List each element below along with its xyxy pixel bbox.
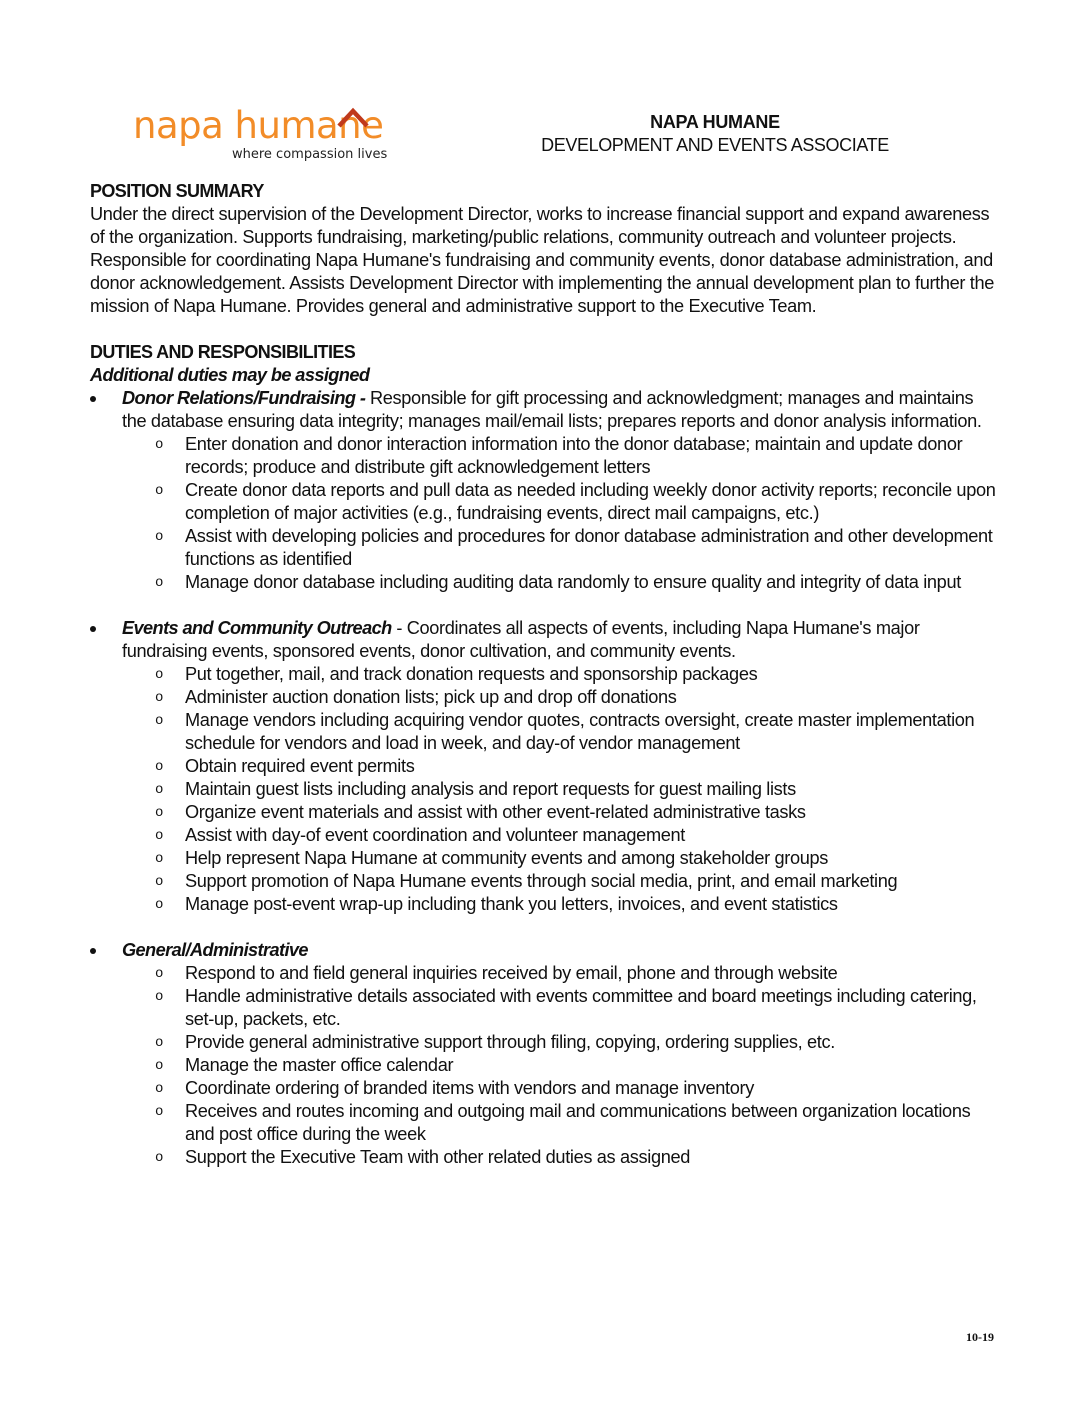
circle-bullet-icon: o (155, 690, 164, 706)
circle-bullet-icon: o (155, 483, 164, 499)
duty-category-list (90, 387, 1000, 1169)
duty-category-donor-relations (90, 387, 1000, 617)
duty-item: o Manage donor database including auditing data randomly to ensure quality and integrity of data input (185, 571, 1000, 594)
circle-bullet-icon: o (155, 897, 164, 913)
circle-bullet-icon: o (155, 874, 164, 890)
duties-subheading: Additional duties may be assigned (90, 365, 370, 385)
circle-bullet-icon: o (155, 989, 164, 1005)
category-label: Events and Community Outreach (122, 618, 392, 638)
circle-bullet-icon: o (155, 713, 164, 729)
circle-bullet-icon: o (155, 828, 164, 844)
circle-bullet-icon: o (155, 1035, 164, 1051)
duty-item: o Manage the master office calendar (185, 1054, 1000, 1077)
circle-bullet-icon: o (155, 667, 164, 683)
circle-bullet-icon: o (155, 1104, 164, 1120)
duty-item: o Support the Executive Team with other related duties as assigned (185, 1146, 1000, 1169)
duty-item-list (122, 663, 1000, 916)
circle-bullet-icon: o (155, 1081, 164, 1097)
duty-item: o Create donor data reports and pull data as needed including weekly donor activity reports; reconcile upon completion of major activities (e.g., fundraising events, direct mail campaigns, etc.) (155, 480, 996, 523)
circle-bullet-icon: o (155, 575, 164, 591)
category-label: Donor Relations/Fundraising - (122, 388, 366, 408)
revision-code: 10-19 (966, 1330, 994, 1344)
duty-item-list (122, 962, 1000, 1169)
circle-bullet-icon: o (155, 437, 164, 453)
duty-item-list (122, 433, 1000, 594)
duty-item: o Receives and routes incoming and outgoing mail and communications between organization locations and post office during the week (155, 1101, 971, 1144)
duty-item: o Handle administrative details associated with events committee and board meetings including catering, set-up, packets, etc. (155, 986, 977, 1029)
category-label: General/Administrative (122, 940, 308, 960)
organization-name: NAPA HUMANE (650, 112, 780, 132)
duty-item: o Support promotion of Napa Humane events through social media, print, and email marketing (185, 870, 1000, 893)
duty-item: o Administer auction donation lists; pick up and drop off donations (185, 686, 1000, 709)
circle-bullet-icon: o (155, 1150, 164, 1166)
circle-bullet-icon: o (155, 966, 164, 982)
duty-item: o Provide general administrative support through filing, copying, ordering supplies, etc. (185, 1031, 1000, 1054)
duty-item: o Maintain guest lists including analysis and report requests for guest mailing lists (185, 778, 1000, 801)
circle-bullet-icon: o (155, 805, 164, 821)
circle-bullet-icon: o (155, 851, 164, 867)
circle-bullet-icon: o (155, 1058, 164, 1074)
logo-wordmark: napa humane (133, 104, 384, 147)
bullet-icon (90, 626, 96, 632)
circle-bullet-icon: o (155, 529, 164, 545)
bullet-icon (90, 396, 96, 402)
position-summary-body: Under the direct supervision of the Development Director, works to increase financial support and expand awareness of the organization. Supports fundraising, marketing/public relations, community outreach and volunteer projects. Responsible for coordinating Napa Humane's fundraising and community events, donor database administration, and donor acknowledgement. Assists Development Director with implementing the annual development plan to further the mission of Napa Humane. Provides general and administrative support to the Executive Team. (90, 204, 995, 316)
napa-humane-logo (133, 104, 388, 166)
duties-heading: DUTIES AND RESPONSIBILITIES (90, 342, 356, 362)
category-description: - Coordinates all aspects of events, including Napa Humane's major fundraising events, sponsored events, donor cultivation, and community events. (122, 618, 920, 661)
duty-item: o Assist with day-of event coordination and volunteer management (185, 824, 1000, 847)
circle-bullet-icon: o (155, 782, 164, 798)
document-body (90, 180, 1000, 1169)
category-description: Responsible for gift processing and acknowledgment; manages and maintains the database ensuring data integrity; manages mail/email lists; prepares reports and donor analysis information. (122, 388, 982, 431)
duty-item: o Manage post-event wrap-up including thank you letters, invoices, and event statistics (185, 893, 1000, 916)
duty-category-events-outreach (90, 617, 1000, 939)
bullet-icon (90, 948, 96, 954)
duty-item: o Help represent Napa Humane at community events and among stakeholder groups (185, 847, 1000, 870)
duty-item: o Assist with developing policies and procedures for donor database administration and other development functions as identified (155, 526, 993, 569)
duty-item: o Put together, mail, and track donation requests and sponsorship packages (185, 663, 1000, 686)
duty-item: o Respond to and field general inquiries received by email, phone and through website (185, 962, 1000, 985)
duty-category-general-admin (90, 939, 1000, 1169)
duty-item: o Coordinate ordering of branded items with vendors and manage inventory (185, 1077, 1000, 1100)
duty-item: o Organize event materials and assist with other event-related administrative tasks (185, 801, 1000, 824)
duty-item: o Obtain required event permits (185, 755, 1000, 778)
logo-tagline: where compassion lives (232, 147, 388, 162)
house-roof-icon (333, 106, 373, 128)
position-summary-heading: POSITION SUMMARY (90, 181, 264, 201)
job-title: DEVELOPMENT AND EVENTS ASSOCIATE (541, 135, 889, 155)
duty-item: o Enter donation and donor interaction information into the donor database; maintain and update donor records; produce and distribute gift acknowledgement letters (155, 434, 963, 477)
duty-item: o Manage vendors including acquiring vendor quotes, contracts oversight, create master implementation schedule for vendors and load in week, and day-of vendor management (155, 710, 975, 753)
circle-bullet-icon: o (155, 759, 164, 775)
